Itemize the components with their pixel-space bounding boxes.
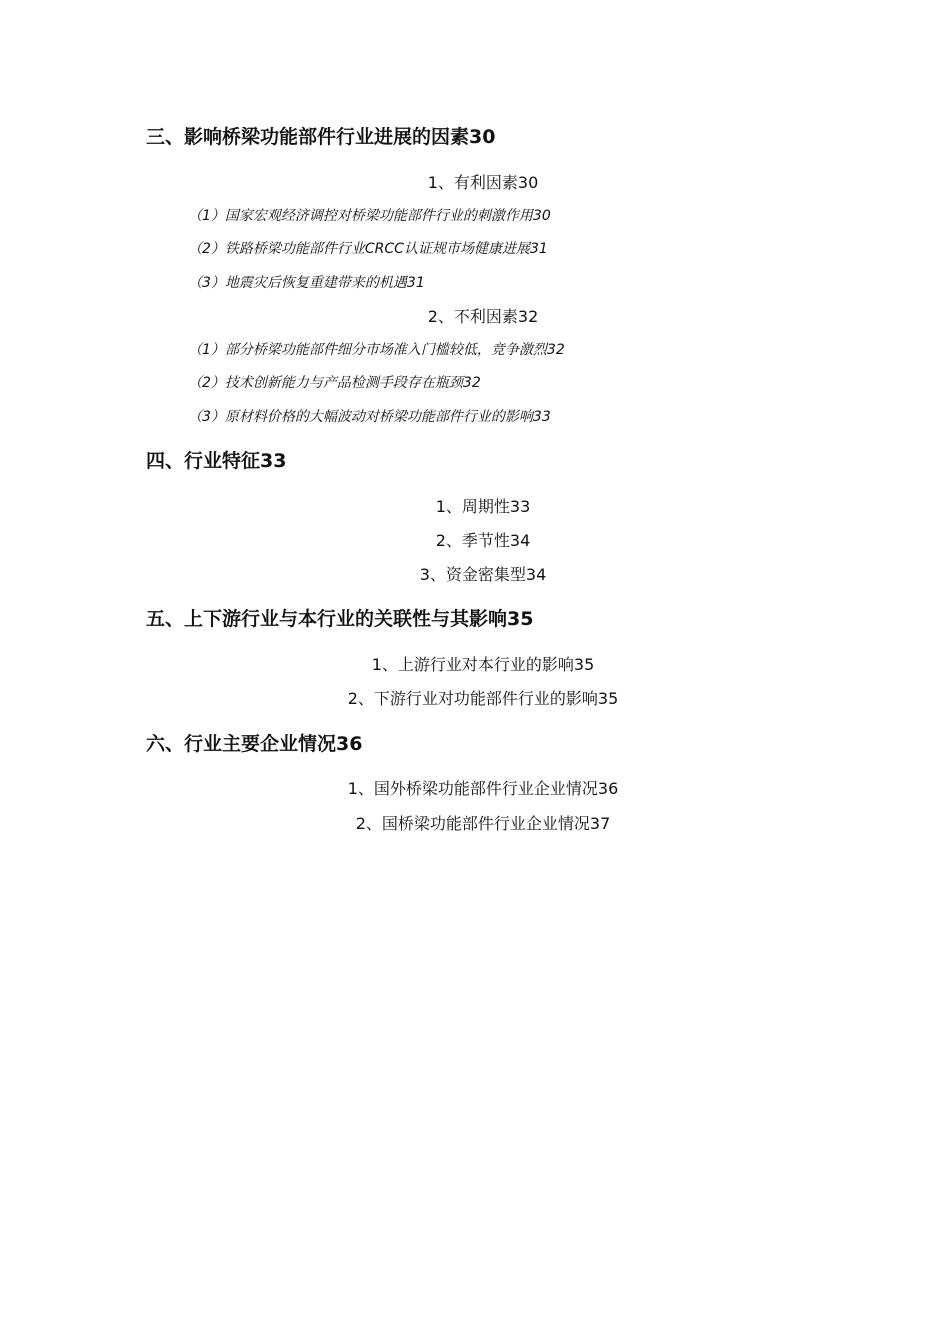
toc-item-6-1[interactable]: 1、国外桥梁功能部件行业企业情况36 — [347, 779, 619, 798]
toc-item-4-1[interactable]: 1、周期性33 — [435, 497, 531, 516]
toc-subitem-3-1-3[interactable]: （3）地震灾后恢复重建带来的机遇31 — [188, 275, 425, 291]
toc-section-3-title[interactable]: 三、影响桥梁功能部件行业进展的因素30 — [146, 126, 496, 148]
toc-item-3-2[interactable]: 2、不利因素32 — [427, 307, 539, 326]
toc-subitem-3-1-1[interactable]: （1）国家宏观经济调控对桥梁功能部件行业的刺激作用30 — [188, 208, 551, 224]
toc-item-4-3[interactable]: 3、资金密集型34 — [419, 565, 547, 584]
toc-item-5-1[interactable]: 1、上游行业对本行业的影响35 — [371, 655, 595, 674]
toc-subitem-3-2-3[interactable]: （3）原材料价格的大幅波动对桥梁功能部件行业的影响33 — [188, 409, 551, 425]
toc-subitem-3-2-1[interactable]: （1）部分桥梁功能部件细分市场准入门槛较低，竞争激烈32 — [188, 342, 565, 358]
toc-item-6-2[interactable]: 2、国桥梁功能部件行业企业情况37 — [355, 814, 611, 833]
toc-subitem-3-2-2[interactable]: （2）技术创新能力与产品检测手段存在瓶颈32 — [188, 375, 481, 391]
toc-section-5-title[interactable]: 五、上下游行业与本行业的关联性与其影响35 — [146, 608, 534, 630]
toc-subitem-3-1-2[interactable]: （2）铁路桥梁功能部件行业CRCC认证规市场健康进展31 — [188, 241, 548, 257]
toc-item-3-1[interactable]: 1、有利因素30 — [427, 173, 539, 192]
toc-section-6-title[interactable]: 六、行业主要企业情况36 — [146, 733, 363, 755]
toc-section-4-title[interactable]: 四、行业特征33 — [146, 450, 287, 472]
toc-item-5-2[interactable]: 2、下游行业对功能部件行业的影响35 — [347, 689, 619, 708]
toc-item-4-2[interactable]: 2、季节性34 — [435, 531, 531, 550]
